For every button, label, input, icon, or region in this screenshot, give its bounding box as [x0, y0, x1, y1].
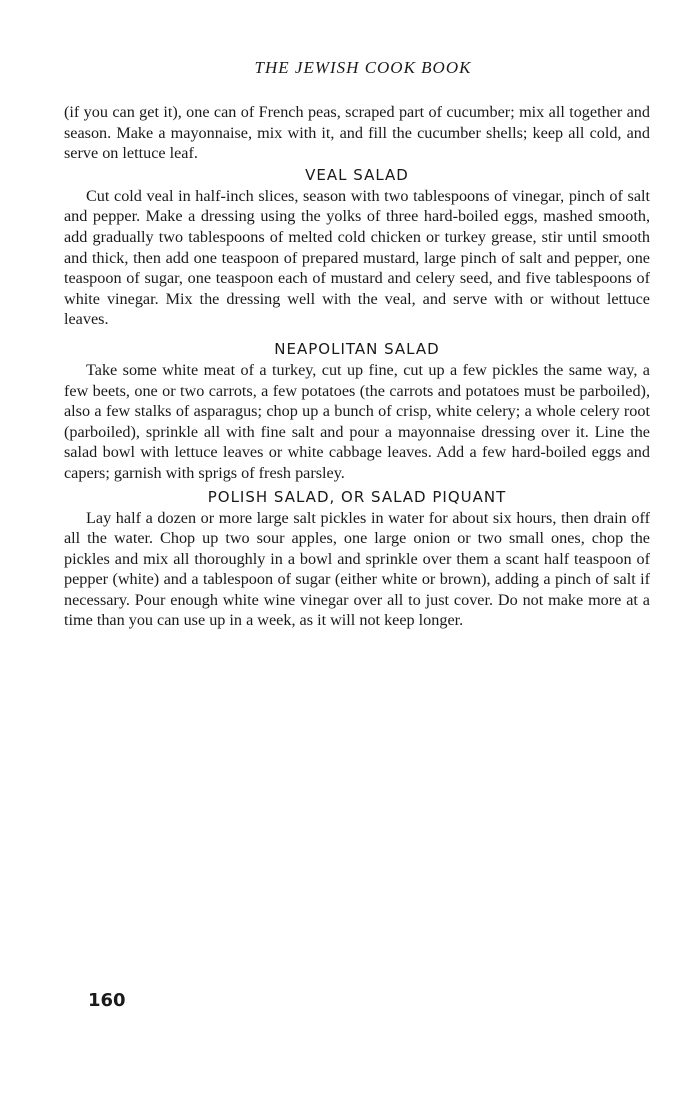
recipe-text-veal-salad: Cut cold veal in half-inch slices, season with two tablespoons of vinegar, pinch of salt and pepper. Make a dressing using the yolks of three hard-boiled eggs, mashed smooth, add gradually two tablespoons of melted cold chicken or turkey grease, stir until smooth and thick, then add one teaspoon of prepared mustard, large pinch of salt and pepper, one teaspoon of sugar, one teaspoon each of mustard and celery seed, and five tablespoons of white vinegar. Mix the dressing well with the veal, and serve with or without lettuce leaves. — [64, 186, 650, 329]
book-page — [64, 58, 650, 631]
continuation-paragraph: (if you can get it), one can of French peas, scraped part of cucumber; mix all together and season. Make a mayonnaise, mix with it, and fill the cucumber shells; keep all cold, and serve on lettuce leaf. — [64, 103, 650, 163]
running-head: THE JEWISH COOK BOOK — [254, 58, 472, 77]
page-number: 160 — [88, 990, 126, 1011]
recipe-text-neapolitan-salad: Take some white meat of a turkey, cut up fine, cut up a few pickles the same way, a few beets, one or two carrots, a few potatoes (the carrots and potatoes must be parboiled), also a few stalks of asparagus; chop up a bunch of crisp, white celery; a whole celery root (parboiled), sprinkle all with fine salt and pour a mayonnaise dressing over it. Line the salad bowl with lettuce leaves or white cabbage leaves. Add a few hard-boiled eggs and capers; garnish with sprigs of fresh parsley. — [64, 360, 650, 482]
recipe-title-veal-salad: VEAL SALAD — [305, 165, 409, 184]
recipe-title-polish-salad: POLISH SALAD, OR SALAD PIQUANT — [207, 487, 507, 506]
recipe-title-neapolitan-salad: NEAPOLITAN SALAD — [274, 339, 440, 358]
recipe-text-polish-salad: Lay half a dozen or more large salt pickles in water for about six hours, then drain off all the water. Chop up two sour apples, one large onion or two small ones, chop the pickles and mix all thoroughly in a bowl and sprinkle over them a scant half teaspoon of pepper (white) and a tablespoon of sugar (either white or brown), adding a pinch of salt if necessary. Pour enough white wine vinegar over all to just cover. Do not make more at a time than you can use up in a week, as it will not keep longer. — [64, 508, 650, 630]
